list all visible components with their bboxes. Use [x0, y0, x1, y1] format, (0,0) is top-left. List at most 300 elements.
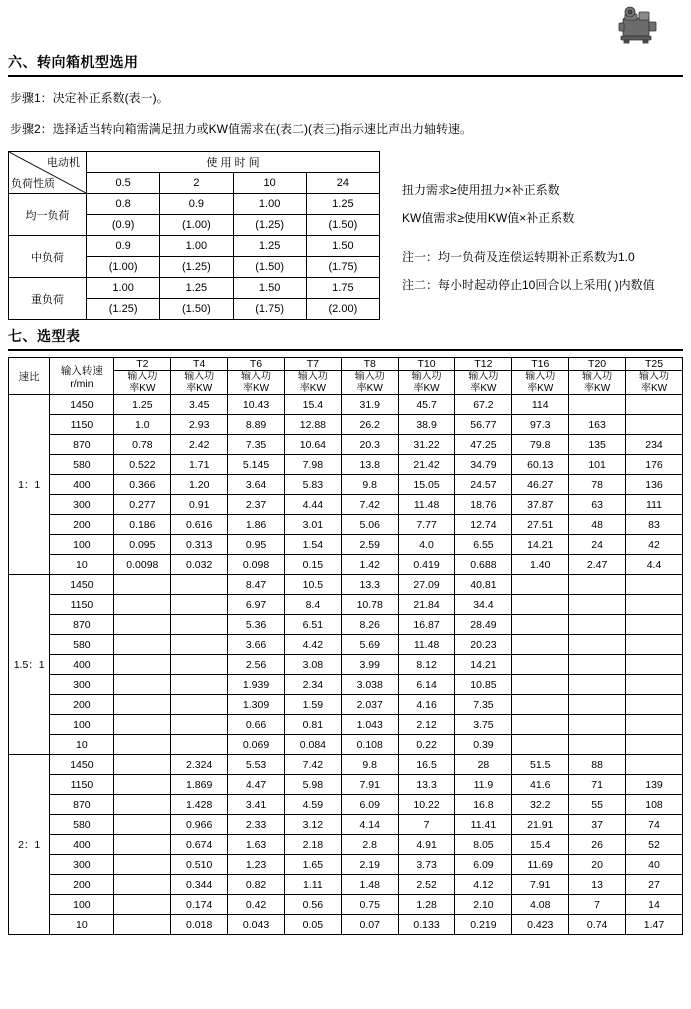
power-cell-T6: 1.309: [228, 695, 285, 715]
power-cell-T2: 0.522: [114, 455, 171, 475]
cf-paren-1-0: (1.00): [87, 257, 160, 278]
power-cell-T2: [114, 755, 171, 775]
power-cell-T20: [569, 715, 626, 735]
table-row: [9, 915, 683, 935]
power-cell-T16: 7.91: [512, 875, 569, 895]
power-cell-T7: 5.83: [284, 475, 341, 495]
power-cell-T2: 0.095: [114, 535, 171, 555]
power-cell-T2: 0.186: [114, 515, 171, 535]
power-cell-T6: 5.145: [228, 455, 285, 475]
power-cell-T4: [171, 675, 228, 695]
input-speed-cell: 400: [50, 835, 114, 855]
power-cell-T10: 0.133: [398, 915, 455, 935]
header-input-speed-line2: r/min: [70, 377, 94, 390]
table-row: [9, 415, 683, 435]
power-cell-T20: 48: [569, 515, 626, 535]
power-cell-T16: [512, 595, 569, 615]
header-model-7: T16: [512, 358, 569, 371]
load-label-1: 中负荷: [9, 236, 87, 278]
header-model-1: T4: [171, 358, 228, 371]
table-row: [9, 795, 683, 815]
power-cell-T20: [569, 595, 626, 615]
step-2-text: 步骤2：选择适当转向箱需满足扭力或KW值需求在(表二)(表三)指示速比声出力轴转速。: [10, 122, 472, 136]
cf-value-2-0: 1.00: [87, 278, 160, 299]
power-cell-T8: 2.19: [341, 855, 398, 875]
power-cell-T25: 42: [626, 535, 683, 555]
correction-factor-block: [8, 151, 683, 320]
power-cell-T4: 1.71: [171, 455, 228, 475]
header-unit-6: [455, 371, 512, 395]
hours-col-3: 24: [306, 173, 379, 194]
power-cell-T12: 11.41: [455, 815, 512, 835]
power-cell-T8: 6.09: [341, 795, 398, 815]
header-unit-0: [114, 371, 171, 395]
hours-col-1: 2: [160, 173, 233, 194]
cf-value-1-2: 1.25: [233, 236, 306, 257]
note-torque-formula: 扭力需求≥使用扭力×补正系数: [402, 183, 560, 197]
header-unit-3: [284, 371, 341, 395]
power-cell-T16: 14.21: [512, 535, 569, 555]
power-cell-T7: 10.64: [284, 435, 341, 455]
power-cell-T16: [512, 695, 569, 715]
power-cell-T10: 21.84: [398, 595, 455, 615]
cf-paren-2-0: (1.25): [87, 299, 160, 320]
unit-line1-5: 输入功: [411, 371, 442, 382]
cf-value-2-2: 1.50: [233, 278, 306, 299]
unit-line2-1: 率KW: [186, 382, 213, 394]
unit-line1-3: 输入功: [297, 371, 328, 382]
power-cell-T8: 3.038: [341, 675, 398, 695]
header-unit-8: [569, 371, 626, 395]
unit-line1-6: 输入功: [468, 371, 499, 382]
power-cell-T8: 8.26: [341, 615, 398, 635]
power-cell-T6: 3.66: [228, 635, 285, 655]
unit-line2-6: 率KW: [470, 382, 497, 394]
power-cell-T16: 32.2: [512, 795, 569, 815]
input-speed-cell: 10: [50, 555, 114, 575]
power-cell-T12: 40.81: [455, 575, 512, 595]
power-cell-T2: [114, 875, 171, 895]
power-cell-T25: 139: [626, 775, 683, 795]
power-cell-T4: [171, 595, 228, 615]
section-title-six: 六、转向箱机型选用: [8, 52, 683, 77]
power-cell-T8: 7.42: [341, 495, 398, 515]
power-cell-T2: 0.277: [114, 495, 171, 515]
power-cell-T16: [512, 655, 569, 675]
power-cell-T6: 2.33: [228, 815, 285, 835]
power-cell-T4: [171, 735, 228, 755]
power-cell-T20: 37: [569, 815, 626, 835]
table-row: [9, 895, 683, 915]
power-cell-T2: [114, 775, 171, 795]
power-cell-T7: 1.65: [284, 855, 341, 875]
unit-line1-4: 输入功: [354, 371, 385, 382]
power-cell-T20: 24: [569, 535, 626, 555]
power-cell-T20: 78: [569, 475, 626, 495]
power-cell-T10: 6.14: [398, 675, 455, 695]
power-cell-T6: 0.82: [228, 875, 285, 895]
power-cell-T7: 4.42: [284, 635, 341, 655]
power-cell-T2: [114, 675, 171, 695]
input-speed-cell: 580: [50, 635, 114, 655]
cf-value-1-0: 0.9: [87, 236, 160, 257]
power-cell-T16: 41.6: [512, 775, 569, 795]
power-cell-T10: 10.22: [398, 795, 455, 815]
power-cell-T7: 3.12: [284, 815, 341, 835]
power-cell-T12: 0.39: [455, 735, 512, 755]
power-cell-T8: 2.8: [341, 835, 398, 855]
power-cell-T4: [171, 655, 228, 675]
header-model-9: T25: [626, 358, 683, 371]
power-cell-T2: [114, 835, 171, 855]
header-unit-1: [171, 371, 228, 395]
power-cell-T16: 114: [512, 395, 569, 415]
power-cell-T10: 1.28: [398, 895, 455, 915]
power-cell-T4: 0.616: [171, 515, 228, 535]
power-cell-T10: 15.05: [398, 475, 455, 495]
table-row: [9, 715, 683, 735]
power-cell-T6: 0.098: [228, 555, 285, 575]
gearbox-icon: [615, 4, 661, 46]
power-cell-T20: [569, 575, 626, 595]
power-cell-T20: 88: [569, 755, 626, 775]
table-row: [9, 395, 683, 415]
header-unit-2: [228, 371, 285, 395]
table-row: [9, 755, 683, 775]
header-input-speed: [50, 358, 114, 395]
table-row: [9, 278, 380, 299]
power-cell-T20: 0.74: [569, 915, 626, 935]
hours-col-0: 0.5: [87, 173, 160, 194]
power-cell-T25: [626, 755, 683, 775]
power-cell-T12: 24.57: [455, 475, 512, 495]
power-cell-T16: 15.4: [512, 835, 569, 855]
power-cell-T20: 55: [569, 795, 626, 815]
ratio-cell-1: 1.5：1: [9, 575, 50, 755]
power-cell-T4: 2.93: [171, 415, 228, 435]
power-cell-T16: [512, 735, 569, 755]
power-cell-T12: 28.49: [455, 615, 512, 635]
power-cell-T6: 4.47: [228, 775, 285, 795]
power-cell-T16: 51.5: [512, 755, 569, 775]
power-cell-T12: 7.35: [455, 695, 512, 715]
cf-value-1-3: 1.50: [306, 236, 379, 257]
header-model-3: T7: [284, 358, 341, 371]
power-cell-T20: [569, 695, 626, 715]
correction-factor-notes: [402, 151, 655, 320]
power-cell-T25: 52: [626, 835, 683, 855]
power-cell-T20: 20: [569, 855, 626, 875]
ratio-cell-0: 1：1: [9, 395, 50, 575]
power-cell-T25: [626, 735, 683, 755]
header-unit-9: [626, 371, 683, 395]
power-cell-T2: 0.366: [114, 475, 171, 495]
header-input-speed-line1: 输入转速: [60, 364, 103, 377]
power-cell-T16: [512, 615, 569, 635]
input-speed-cell: 1450: [50, 755, 114, 775]
power-cell-T2: [114, 815, 171, 835]
power-cell-T12: 34.4: [455, 595, 512, 615]
table-row: [9, 735, 683, 755]
power-cell-T4: 1.869: [171, 775, 228, 795]
unit-line1-7: 输入功: [525, 371, 556, 382]
power-cell-T6: 10.43: [228, 395, 285, 415]
cf-paren-1-3: (1.75): [306, 257, 379, 278]
power-cell-T16: 79.8: [512, 435, 569, 455]
cf-value-0-0: 0.8: [87, 194, 160, 215]
unit-line1-9: 输入功: [639, 371, 669, 382]
power-cell-T8: 1.48: [341, 875, 398, 895]
input-speed-cell: 580: [50, 815, 114, 835]
power-cell-T7: 5.98: [284, 775, 341, 795]
power-cell-T2: [114, 695, 171, 715]
power-cell-T25: [626, 395, 683, 415]
power-cell-T7: 0.15: [284, 555, 341, 575]
power-cell-T6: 0.66: [228, 715, 285, 735]
power-cell-T25: 40: [626, 855, 683, 875]
corner-motor-label: 电动机: [47, 157, 80, 169]
input-speed-cell: 300: [50, 495, 114, 515]
power-cell-T7: 2.18: [284, 835, 341, 855]
power-cell-T16: 97.3: [512, 415, 569, 435]
input-speed-cell: 870: [50, 435, 114, 455]
unit-line2-2: 率KW: [242, 382, 270, 394]
power-cell-T8: 3.99: [341, 655, 398, 675]
cf-value-2-3: 1.75: [306, 278, 379, 299]
cf-paren-1-2: (1.50): [233, 257, 306, 278]
power-cell-T10: 8.12: [398, 655, 455, 675]
power-cell-T25: 4.4: [626, 555, 683, 575]
power-cell-T6: 1.63: [228, 835, 285, 855]
power-cell-T6: 5.53: [228, 755, 285, 775]
power-cell-T12: 0.219: [455, 915, 512, 935]
power-cell-T7: 0.56: [284, 895, 341, 915]
table-row: [9, 475, 683, 495]
power-cell-T16: 0.423: [512, 915, 569, 935]
cf-paren-2-3: (2.00): [306, 299, 379, 320]
corner-header-cell: [9, 152, 87, 194]
table-row: [9, 535, 683, 555]
power-cell-T8: 13.8: [341, 455, 398, 475]
power-cell-T20: 63: [569, 495, 626, 515]
power-cell-T25: 1.47: [626, 915, 683, 935]
power-cell-T10: 38.9: [398, 415, 455, 435]
note-kw-formula: KW值需求≥使用KW值×补正系数: [402, 210, 575, 225]
power-cell-T6: 0.95: [228, 535, 285, 555]
power-cell-T2: [114, 895, 171, 915]
unit-line2-0: 率KW: [129, 382, 156, 394]
table-row: [9, 635, 683, 655]
power-cell-T12: 3.75: [455, 715, 512, 735]
power-cell-T8: 5.06: [341, 515, 398, 535]
power-cell-T2: [114, 795, 171, 815]
power-cell-T4: 0.018: [171, 915, 228, 935]
power-cell-T25: 136: [626, 475, 683, 495]
input-speed-cell: 10: [50, 915, 114, 935]
note-two: 注二：每小时起动停止10回合以上采用( )内数值: [402, 277, 655, 292]
power-cell-T10: 7.77: [398, 515, 455, 535]
input-speed-cell: 400: [50, 475, 114, 495]
power-cell-T10: 4.91: [398, 835, 455, 855]
power-cell-T6: 1.939: [228, 675, 285, 695]
power-cell-T7: 2.34: [284, 675, 341, 695]
power-cell-T4: 2.324: [171, 755, 228, 775]
power-cell-T12: 6.55: [455, 535, 512, 555]
power-cell-T4: [171, 575, 228, 595]
power-cell-T16: [512, 675, 569, 695]
power-cell-T4: 1.428: [171, 795, 228, 815]
power-cell-T6: 5.36: [228, 615, 285, 635]
power-cell-T25: [626, 415, 683, 435]
power-cell-T7: 4.44: [284, 495, 341, 515]
input-speed-cell: 1450: [50, 395, 114, 415]
input-speed-cell: 1150: [50, 595, 114, 615]
input-speed-cell: 870: [50, 615, 114, 635]
power-cell-T4: 2.42: [171, 435, 228, 455]
input-speed-cell: 100: [50, 535, 114, 555]
power-cell-T7: 7.98: [284, 455, 341, 475]
power-cell-T25: 234: [626, 435, 683, 455]
power-cell-T10: 2.12: [398, 715, 455, 735]
unit-line1-0: 输入功: [127, 371, 158, 382]
power-cell-T10: 31.22: [398, 435, 455, 455]
table-row: [9, 855, 683, 875]
power-cell-T8: 9.8: [341, 475, 398, 495]
power-cell-T4: 0.313: [171, 535, 228, 555]
power-cell-T2: [114, 575, 171, 595]
cf-paren-0-3: (1.50): [306, 215, 379, 236]
power-cell-T20: [569, 615, 626, 635]
power-cell-T2: [114, 715, 171, 735]
power-cell-T16: [512, 635, 569, 655]
power-cell-T7: 15.4: [284, 395, 341, 415]
power-cell-T8: 26.2: [341, 415, 398, 435]
power-cell-T12: 67.2: [455, 395, 512, 415]
power-cell-T25: 14: [626, 895, 683, 915]
power-cell-T2: [114, 595, 171, 615]
cf-value-0-2: 1.00: [233, 194, 306, 215]
power-cell-T10: 0.22: [398, 735, 455, 755]
power-cell-T7: 1.54: [284, 535, 341, 555]
power-cell-T20: [569, 635, 626, 655]
power-cell-T10: 21.42: [398, 455, 455, 475]
power-cell-T20: [569, 655, 626, 675]
power-cell-T20: 71: [569, 775, 626, 795]
power-cell-T12: 20.23: [455, 635, 512, 655]
power-cell-T8: 1.42: [341, 555, 398, 575]
power-cell-T8: 0.75: [341, 895, 398, 915]
table-row: [9, 555, 683, 575]
header-model-6: T12: [455, 358, 512, 371]
power-cell-T10: 7: [398, 815, 455, 835]
selection-table: [8, 357, 683, 935]
power-cell-T4: 3.45: [171, 395, 228, 415]
power-cell-T10: 27.09: [398, 575, 455, 595]
header-ratio: 速比: [9, 358, 50, 395]
power-cell-T20: [569, 735, 626, 755]
power-cell-T20: 26: [569, 835, 626, 855]
header-unit-4: [341, 371, 398, 395]
unit-line1-8: 输入功: [582, 371, 613, 382]
power-cell-T6: 2.56: [228, 655, 285, 675]
power-cell-T20: 163: [569, 415, 626, 435]
table-row: [9, 435, 683, 455]
power-cell-T16: 60.13: [512, 455, 569, 475]
power-cell-T6: 7.35: [228, 435, 285, 455]
power-cell-T7: 6.51: [284, 615, 341, 635]
power-cell-T16: 27.51: [512, 515, 569, 535]
power-cell-T12: 28: [455, 755, 512, 775]
power-cell-T2: [114, 615, 171, 635]
power-cell-T4: [171, 695, 228, 715]
power-cell-T10: 4.0: [398, 535, 455, 555]
power-cell-T7: 12.88: [284, 415, 341, 435]
power-cell-T8: 13.3: [341, 575, 398, 595]
unit-line2-3: 率KW: [299, 382, 326, 394]
power-cell-T8: 1.043: [341, 715, 398, 735]
power-cell-T16: 21.91: [512, 815, 569, 835]
power-cell-T8: 20.3: [341, 435, 398, 455]
header-area: [8, 0, 683, 52]
table-row: [9, 515, 683, 535]
unit-line2-4: 率KW: [356, 382, 383, 394]
power-cell-T12: 14.21: [455, 655, 512, 675]
table-row: [9, 655, 683, 675]
power-cell-T7: 0.084: [284, 735, 341, 755]
power-cell-T12: 4.12: [455, 875, 512, 895]
input-speed-cell: 100: [50, 715, 114, 735]
cf-paren-2-2: (1.75): [233, 299, 306, 320]
selection-table-body: [9, 395, 683, 935]
correction-factor-table: [8, 151, 380, 320]
table-row: [9, 675, 683, 695]
power-cell-T10: 11.48: [398, 495, 455, 515]
power-cell-T4: 1.20: [171, 475, 228, 495]
power-cell-T6: 3.64: [228, 475, 285, 495]
power-cell-T7: 1.11: [284, 875, 341, 895]
input-speed-cell: 870: [50, 795, 114, 815]
power-cell-T16: 37.87: [512, 495, 569, 515]
power-cell-T7: 1.59: [284, 695, 341, 715]
power-cell-T6: 1.23: [228, 855, 285, 875]
power-cell-T25: 74: [626, 815, 683, 835]
cf-paren-1-1: (1.25): [160, 257, 233, 278]
input-speed-cell: 1150: [50, 775, 114, 795]
power-cell-T12: 18.76: [455, 495, 512, 515]
power-cell-T4: 0.032: [171, 555, 228, 575]
cf-paren-0-2: (1.25): [233, 215, 306, 236]
header-model-5: T10: [398, 358, 455, 371]
power-cell-T7: 3.08: [284, 655, 341, 675]
header-unit-5: [398, 371, 455, 395]
table-row: [9, 835, 683, 855]
power-cell-T12: 0.688: [455, 555, 512, 575]
input-speed-cell: 200: [50, 695, 114, 715]
power-cell-T7: 10.5: [284, 575, 341, 595]
power-cell-T12: 56.77: [455, 415, 512, 435]
power-cell-T10: 16.87: [398, 615, 455, 635]
input-speed-cell: 300: [50, 675, 114, 695]
power-cell-T25: [626, 675, 683, 695]
cf-value-1-1: 1.00: [160, 236, 233, 257]
step-1-text: 步骤1：决定补正系数(表一)。: [10, 91, 169, 105]
power-cell-T6: 0.42: [228, 895, 285, 915]
unit-line1-1: 输入功: [184, 371, 215, 382]
table-row: [9, 695, 683, 715]
power-cell-T2: 1.25: [114, 395, 171, 415]
power-cell-T10: 16.5: [398, 755, 455, 775]
power-cell-T8: 2.59: [341, 535, 398, 555]
